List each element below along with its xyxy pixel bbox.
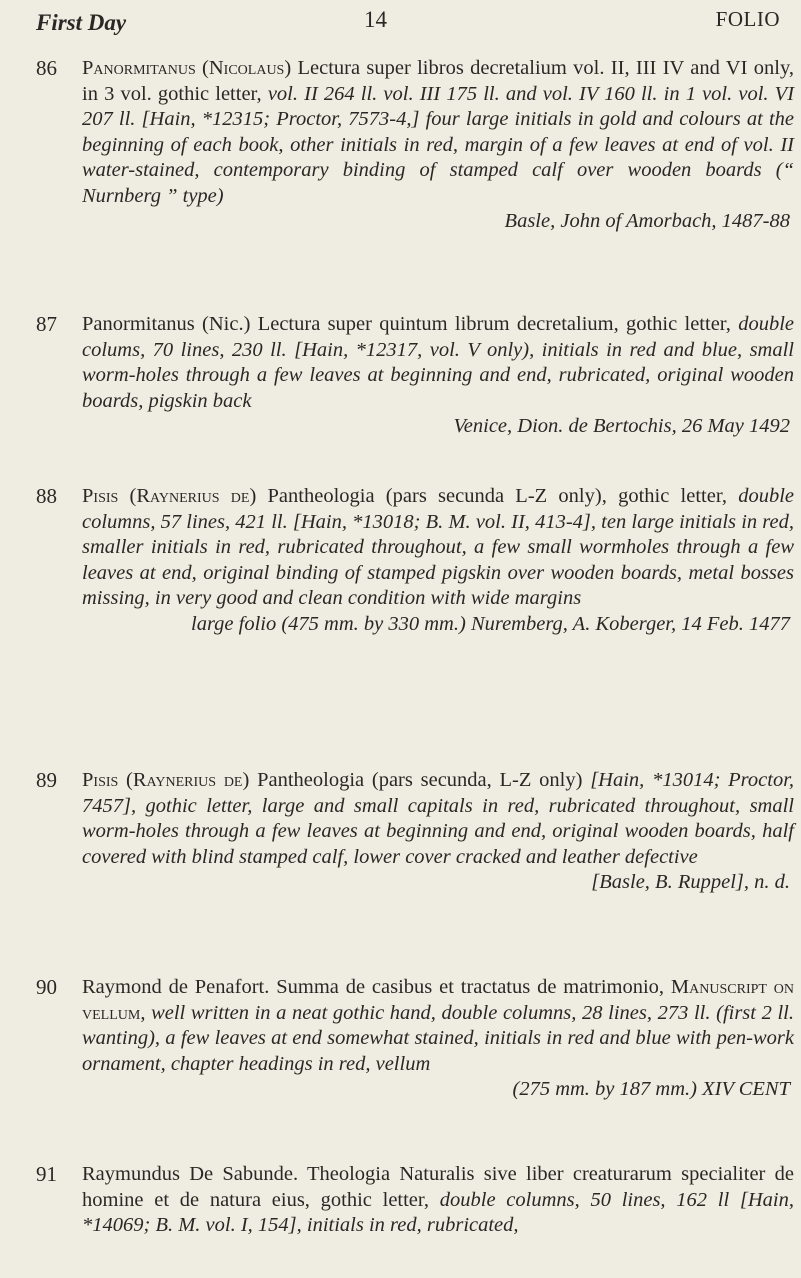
lot-description: double columns, 50 lines, 162 ll [Hain, *14069; B. M. vol. I, 154], initials in red, rubricated, <box>82 1188 794 1236</box>
lot-title: Summa de casibus et tractatus de matrimonio, <box>276 976 665 998</box>
manuscript-note: Manuscript on vellum, <box>82 976 795 1024</box>
lot-description: vol. II 264 ll. vol. III 175 ll. and vol. IV 160 ll. in 1 vol. vol. VI 207 ll. [Hain, *12315; Proctor, 7573-4,] four large initials in gold and colours at the beginning of each book, other initials in red, margin of a few leaves at end of vol. II water-stained, contemporary binding of stamped calf over wooden boards (“ Nurnberg ” type) <box>82 82 795 207</box>
lot-number: 87 <box>36 312 57 336</box>
lot-description: well written in a neat gothic hand, double columns, 28 lines, 273 ll. (first 2 ll. wanting), a few leaves at end somewhat stained, initials in red and blue with pen-work ornament, chapter headings in red, vellum <box>82 1001 794 1075</box>
running-head: First Day <box>36 10 127 35</box>
lot-entry-91 <box>36 1162 794 1239</box>
page-header <box>36 7 790 50</box>
lot-number: 89 <box>36 768 57 792</box>
lot-description: [Hain, *13014; Proctor, 7457], gothic letter, large and small capitals in red, rubricated throughout, small worm-holes through a few leaves at beginning and end, original wooden boards, half covered with blind stamped calf, lower cover cracked and leather defective <box>82 769 795 868</box>
lot-author: Panormitanus (Nic.) <box>82 313 251 335</box>
lot-author: Pisis (Raynerius de) <box>82 769 250 791</box>
lot-description: double colums, 70 lines, 230 ll. [Hain, *12317, vol. V only), initials in red and blue, small worm-holes through a few leaves at beginning and end, rubricated, original wooden boards, pigskin back <box>82 313 795 412</box>
lot-title: Lectura super quintum librum decretalium, gothic letter, <box>257 313 731 335</box>
page-number: 14 <box>364 7 387 32</box>
lot-title: Pantheologia (pars secunda, L-Z only) <box>257 769 583 791</box>
lot-imprint: (275 mm. by 187 mm.) XIV CENT <box>512 1078 790 1100</box>
lot-title: Pantheologia (pars secunda L-Z only), gothic letter, <box>267 485 727 507</box>
lot-author: Raymundus De Sabunde. <box>82 1163 299 1185</box>
lot-number: 88 <box>36 484 57 508</box>
lot-entry-87 <box>36 312 794 440</box>
lot-author: Raymond de Penafort. <box>82 976 270 998</box>
lot-entry-90 <box>36 975 794 1103</box>
lot-imprint: Basle, John of Amorbach, 1487-88 <box>504 210 790 232</box>
lot-title: Theologia Naturalis sive liber creaturarum specialiter de homine et de natura eius, gothic letter, <box>82 1163 794 1211</box>
lot-imprint: Venice, Dion. de Bertochis, 26 May 1492 <box>453 415 790 437</box>
format-label: FOLIO <box>715 7 780 31</box>
lot-author: Pisis (Raynerius de) <box>82 485 257 507</box>
lot-number: 91 <box>36 1162 57 1186</box>
lot-entry-86 <box>36 56 794 235</box>
lot-title: Lectura super libros decretalium vol. II, III IV and VI only, in 3 vol. gothic letter, <box>82 57 794 105</box>
lot-number: 86 <box>36 56 57 80</box>
lot-description: double columns, 57 lines, 421 ll. [Hain, *13018; B. M. vol. II, 413-4], ten large initials in red, smaller initials in red, rubricated throughout, a few small wormholes through a few leaves at end, original binding of stamped pigskin over wooden boards, metal bosses missing, in very good and clean condition with wide margins <box>82 485 795 609</box>
lot-entry-89 <box>36 768 794 896</box>
lot-author: Panormitanus (Nicolaus) <box>82 57 292 79</box>
lot-number: 90 <box>36 975 57 999</box>
lot-entry-88 <box>36 484 794 637</box>
lot-imprint: large folio (475 mm. by 330 mm.) Nuremberg, A. Koberger, 14 Feb. 1477 <box>191 612 790 635</box>
lot-imprint: [Basle, B. Ruppel], n. d. <box>591 871 790 893</box>
